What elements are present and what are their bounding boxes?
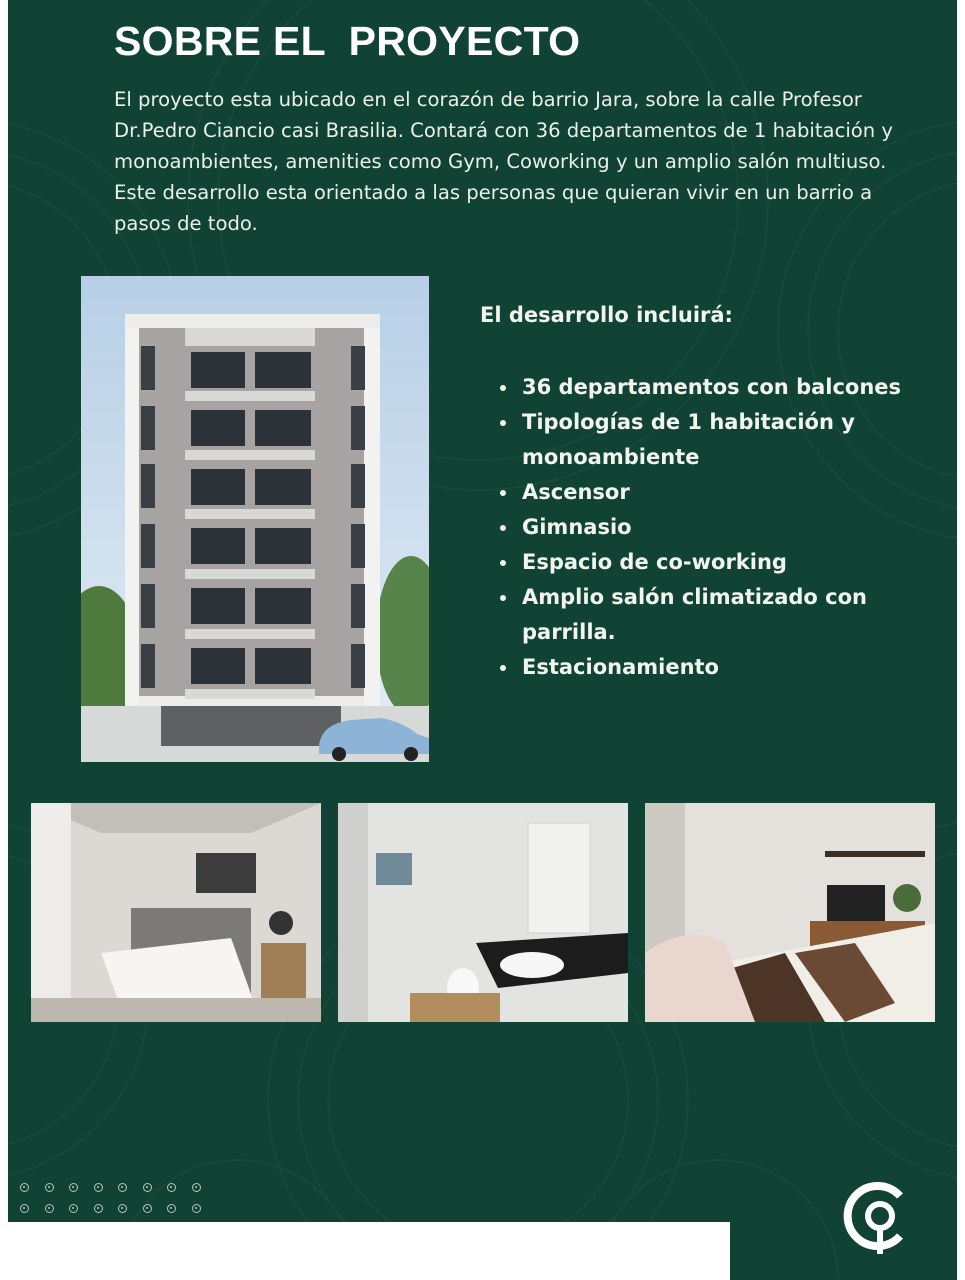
- dot-decoration: [192, 1183, 201, 1192]
- project-description: El proyecto esta ubicado en el corazón de barrio Jara, sobre la calle Profesor Dr.Pedro Ciancio casi Brasilia. Contará con 36 departamentos de 1 habitación y monoambientes, amenities como Gym, Coworking y un amplio salón multiuso. Este desarrollo esta orientado a las personas que quieran vivir en un barrio a pasos de todo.: [114, 88, 894, 235]
- features-list: [522, 370, 922, 685]
- feature-item: Ascensor: [522, 475, 922, 510]
- bottom-bar: [8, 1222, 730, 1280]
- dot-decoration: [45, 1183, 54, 1192]
- feature-item: Amplio salón climatizado con parrilla.: [522, 580, 922, 650]
- building-rendering-image: [81, 276, 429, 762]
- dot-decoration: [20, 1183, 29, 1192]
- feature-item: Espacio de co-working: [522, 545, 922, 580]
- dot-decoration: [167, 1204, 176, 1213]
- dot-decoration: [143, 1204, 152, 1213]
- feature-item: 36 departamentos con balcones: [522, 370, 922, 405]
- living-room-rendering-image: [645, 803, 935, 1022]
- dot-decoration: [69, 1183, 78, 1192]
- page-title: SOBRE EL PROYECTO: [114, 18, 581, 64]
- dot-decoration: [118, 1204, 127, 1213]
- feature-item: Tipologías de 1 habitación y monoambiente: [522, 405, 922, 475]
- feature-item: Estacionamiento: [522, 650, 922, 685]
- dot-decoration: [94, 1183, 103, 1192]
- dot-decoration: [192, 1204, 201, 1213]
- brochure-page: [8, 0, 957, 1280]
- bathroom-rendering-image: [338, 803, 628, 1022]
- dot-decoration: [69, 1204, 78, 1213]
- dot-decoration: [118, 1183, 127, 1192]
- dot-decoration: [167, 1183, 176, 1192]
- dot-decoration: [45, 1204, 54, 1213]
- feature-item: Gimnasio: [522, 510, 922, 545]
- dot-decoration: [143, 1183, 152, 1192]
- dot-decoration: [94, 1204, 103, 1213]
- bedroom-rendering-image: [31, 803, 321, 1022]
- includes-heading: El desarrollo incluirá:: [480, 303, 733, 327]
- brand-c-logo-icon: [842, 1176, 912, 1256]
- dot-decoration: [20, 1204, 29, 1213]
